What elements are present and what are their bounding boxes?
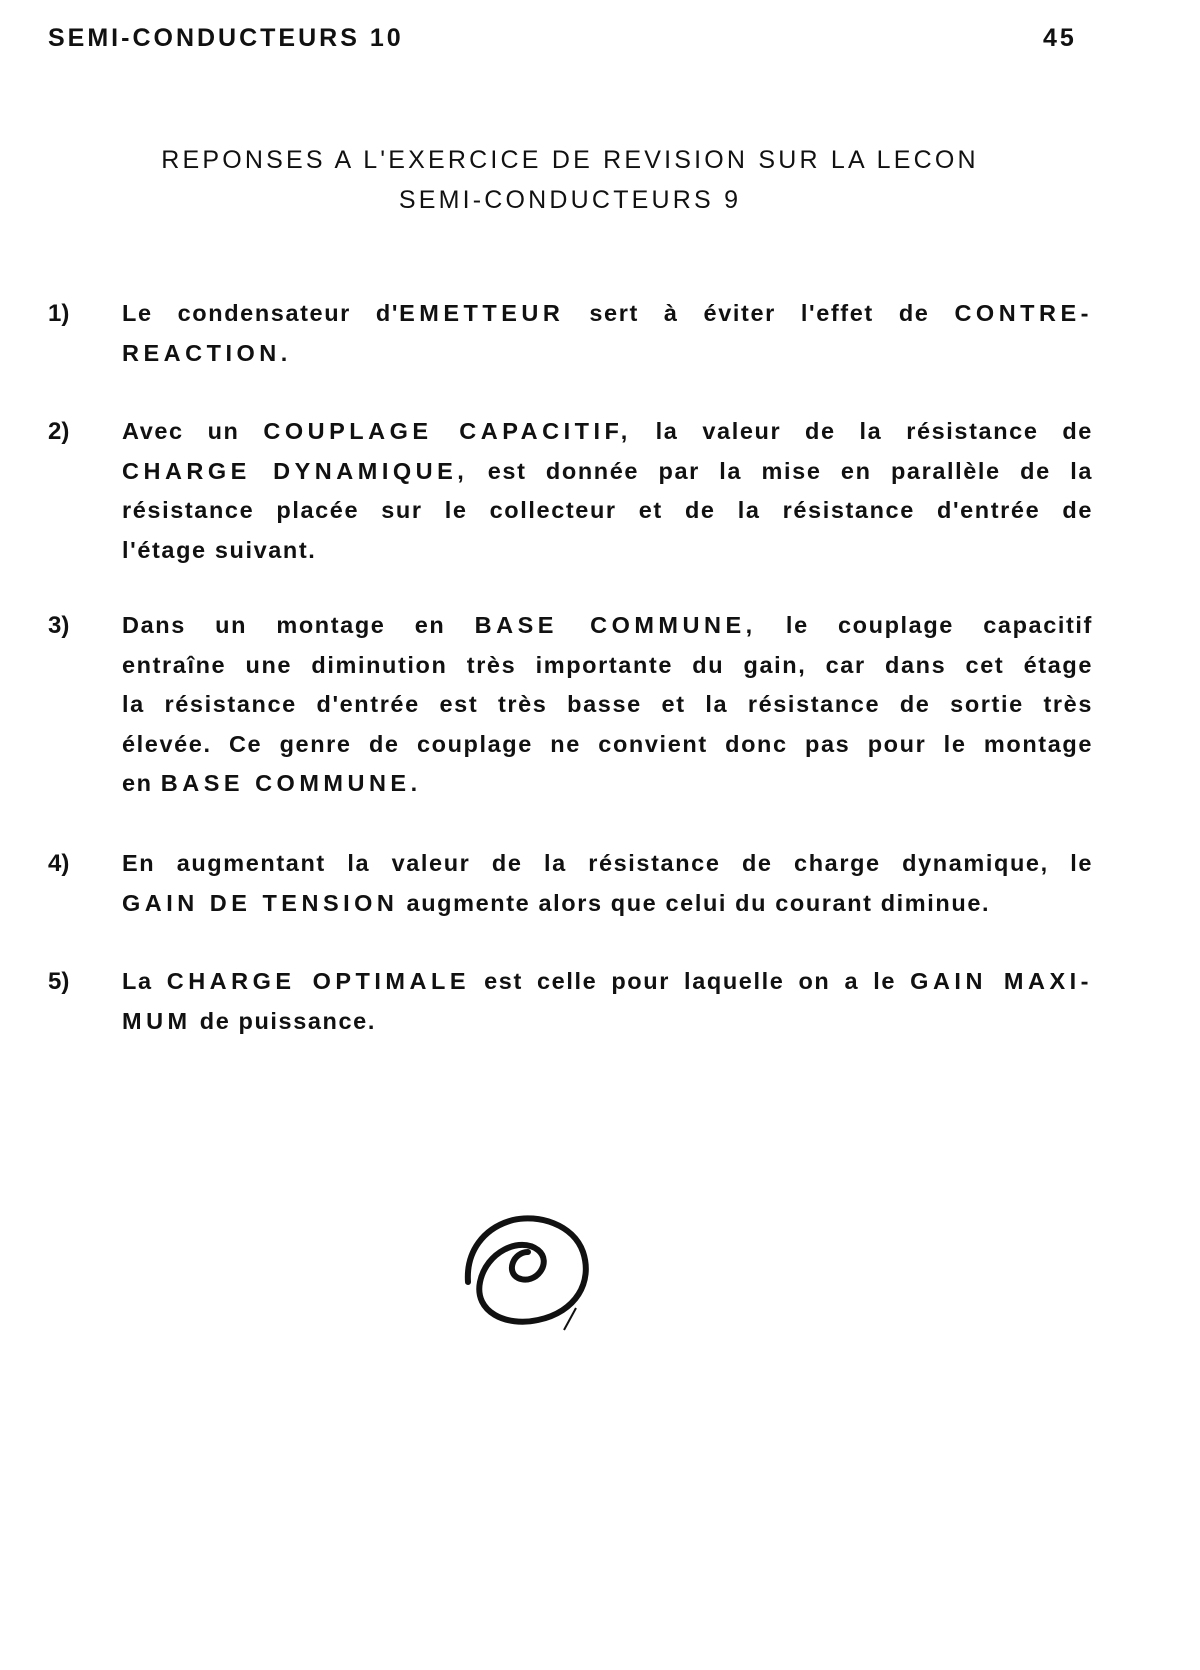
text-run: la résistance d'entrée est très basse et la résistance de sortie très [122, 691, 1093, 717]
text-run: Le condensateur d' [122, 300, 400, 326]
emphasized-term: EMETTEUR [399, 300, 565, 326]
answer-number: 4) [48, 850, 70, 877]
answer-number: 5) [48, 968, 70, 995]
text-run: La [122, 968, 167, 994]
emphasized-term: BASE COMMUNE. [160, 770, 422, 796]
text-run: la valeur de la résistance de [631, 418, 1093, 444]
emphasized-term: GAIN DE TENSION [122, 889, 399, 916]
text-run: sert à éviter l'effet de [564, 300, 955, 326]
emphasized-term: COUPLAGE CAPACITIF, [263, 418, 632, 444]
text-run: le couplage capacitif [756, 612, 1093, 638]
text-run: est donnée par la mise en parallèle de la [468, 457, 1093, 484]
text-run: en [122, 770, 161, 796]
answer-line [122, 418, 1093, 445]
answer-line [122, 731, 1093, 758]
answer-line [122, 300, 1093, 327]
emphasized-term: CONTRE- [954, 300, 1093, 326]
answer-line [122, 652, 1093, 679]
answer-number: 1) [48, 300, 70, 327]
answer-number: 2) [48, 418, 70, 445]
text-run: En augmentant la valeur de la résistance de charge dynamique, le [122, 850, 1093, 876]
answer-line [122, 691, 1093, 718]
emphasized-term: MUM [122, 1007, 192, 1034]
answer-line [122, 340, 1093, 367]
answer-line [122, 890, 1093, 917]
text-run: entraîne une diminution très importante du gain, car dans cet étage [122, 651, 1093, 678]
answer-line [122, 770, 1093, 797]
text-run: l'étage suivant. [122, 536, 317, 563]
answer-line [122, 850, 1093, 877]
text-run: résistance placée sur le collecteur et de la résistance d'entrée de [122, 497, 1093, 523]
answer-line [122, 458, 1093, 485]
answer-line [122, 1008, 1093, 1035]
spiral-ornament-icon [458, 1212, 608, 1342]
emphasized-term: REACTION. [122, 339, 292, 366]
text-run: augmente alors que celui du courant diminue. [398, 889, 991, 916]
answer-line [122, 497, 1093, 524]
text-run: Avec un [122, 418, 264, 444]
emphasized-term: BASE COMMUNE, [474, 612, 757, 638]
emphasized-term: CHARGE OPTIMALE [166, 968, 470, 994]
text-run: élevée. Ce genre de couplage ne convient donc pas pour le montage [122, 730, 1093, 757]
page-title-line-2: SEMI-CONDUCTEURS 9 [398, 186, 742, 214]
page-title-line-1: REPONSES A L'EXERCICE DE REVISION SUR LA LECON [161, 146, 979, 174]
emphasized-term: GAIN MAXI- [910, 968, 1094, 994]
page-number: 45 [1043, 24, 1077, 52]
answer-line [122, 612, 1093, 639]
answer-line [122, 968, 1093, 995]
answer-line [122, 537, 1093, 564]
running-header: SEMI-CONDUCTEURS 10 [48, 24, 404, 52]
emphasized-term: CHARGE DYNAMIQUE, [122, 457, 469, 484]
text-run: est celle pour laquelle on a le [470, 968, 911, 994]
text-run: Dans un montage en [122, 612, 475, 638]
text-run: de puissance. [191, 1007, 376, 1034]
answer-number: 3) [48, 612, 70, 639]
